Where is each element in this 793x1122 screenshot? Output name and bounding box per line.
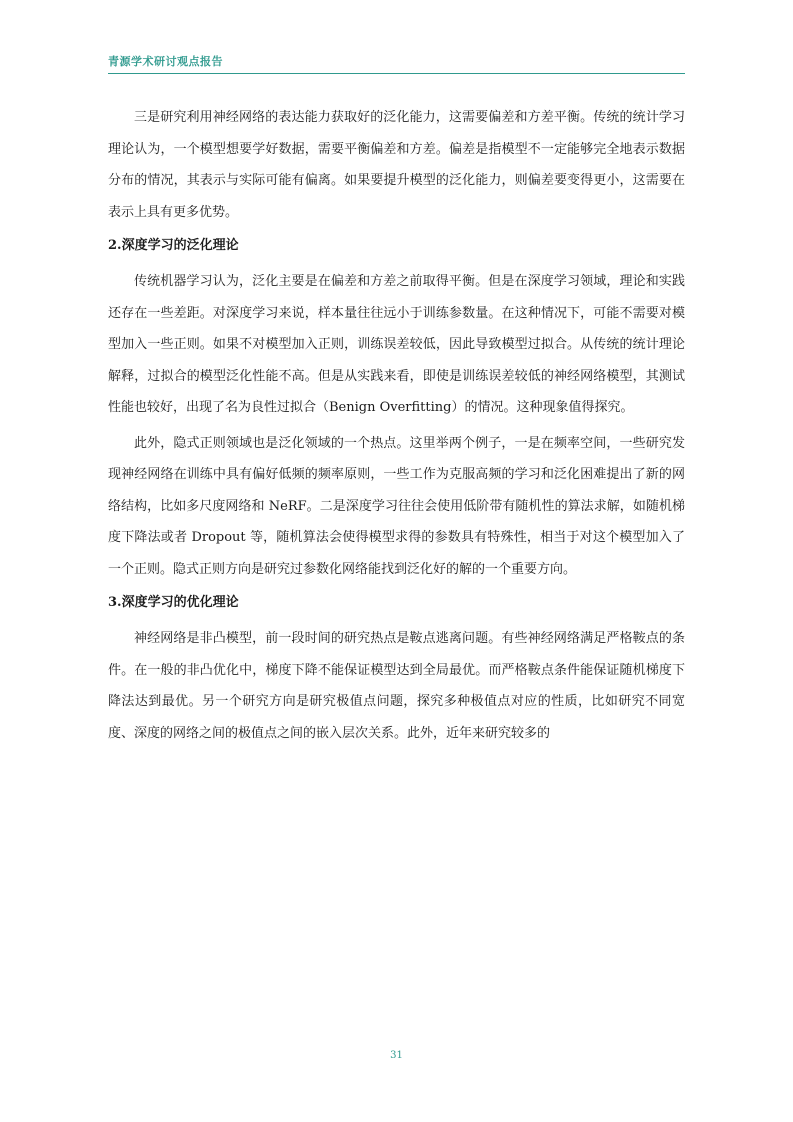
page-content <box>108 102 685 749</box>
paragraph-implicit-regularization: 此外，隐式正则领域也是泛化领域的一个热点。这里举两个例子，一是在频率空间，一些研究发现神经网络在训练中具有偏好低频的频率原则，一些工作为克服高频的学习和泛化困难提出了新的网络结构，比如多尺度网络和 NeRF。二是深度学习往往会使用低阶带有随机性的算法求解，如随机梯度下降法或者 Dropout 等，随机算法会使得模型求得的参数具有特殊性，相当于对这个模型加入了一个正则。隐式正则方向是研究过参数化网络能找到泛化好的解的一个重要方向。 <box>108 435 685 577</box>
paragraph-representation-ability: 三是研究利用神经网络的表达能力获取好的泛化能力，这需要偏差和方差平衡。传统的统计学习理论认为，一个模型想要学好数据，需要平衡偏差和方差。偏差是指模型不一定能够完全地表示数据分布的情况，其表示与实际可能有偏离。如果要提升模型的泛化能力，则偏差要变得更小，这需要在表示上具有更多优势。 <box>108 110 685 220</box>
page-number: 31 <box>390 1050 403 1061</box>
running-header <box>108 52 685 74</box>
paragraph-benign-overfitting: 传统机器学习认为，泛化主要是在偏差和方差之前取得平衡。但是在深度学习领域，理论和实践还存在一些差距。对深度学习来说，样本量往往远小于训练参数量。在这种情况下，可能不需要对模型加入一些正则。如果不对模型加入正则，训练误差较低，因此导致模型过拟合。从传统的统计理论解释，过拟合的模型泛化性能不高。但是从实践来看，即使是训练误差较低的神经网络模型，其测试性能也较好，出现了名为良性过拟合（Benign Overfitting）的情况。这种现象值得探究。 <box>108 274 685 415</box>
paragraph-saddle-points: 神经网络是非凸模型，前一段时间的研究热点是鞍点逃离问题。有些神经网络满足严格鞍点的条件。在一般的非凸优化中，梯度下降不能保证模型达到全局最优。而严格鞍点条件能保证随机梯度下降法达到最优。另一个研究方向是研究极值点问题，探究多种极值点对应的性质，比如研究不同宽度、深度的网络之间的极值点之间的嵌入层次关系。此外，近年来研究较多的 <box>108 631 685 741</box>
section-heading-optimization: 3.深度学习的优化理论 <box>108 595 239 610</box>
report-title: 青源学术研讨观点报告 <box>108 55 223 68</box>
section-heading-generalization: 2.深度学习的泛化理论 <box>108 238 239 253</box>
